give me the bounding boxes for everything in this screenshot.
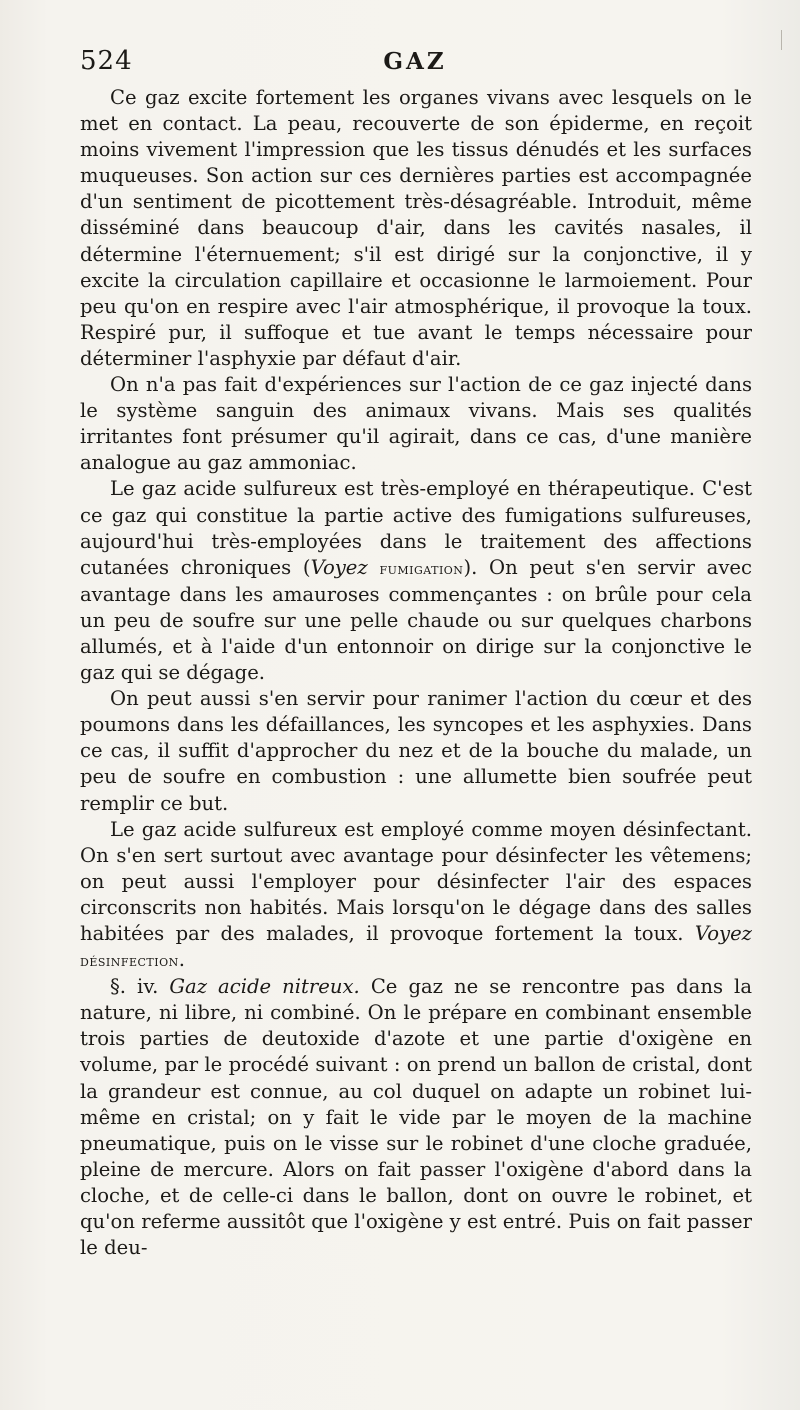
cross-reference-desinfection: désinfection: [80, 952, 179, 971]
body-text: [80, 85, 752, 1261]
page-edge-mark: [781, 30, 782, 50]
paragraph-text-after-reference: ). On peut s'en servir avec avantage dans les amauroses commençantes : on brûle pour cela un peu de soufre sur une pelle chaude ou sur quelques charbons allumés, et à l'aide d'un entonnoir on dirige sur la conjonctive le gaz qui se dégage.: [80, 555, 752, 685]
section-heading: Gaz acide nitreux.: [169, 975, 360, 999]
paragraph-text-before-reference: Le gaz acide sulfureux est employé comme moyen désinfectant. On s'en sert surtout avec avantage pour désinfecter les vêtemens; on peut aussi l'employer pour désinfecter l'air des espaces circonscrits non habités. Mais lorsqu'on le dégage dans des salles habitées par des malades, il provoque fortement la toux.: [80, 817, 752, 945]
page-number: 524: [80, 46, 133, 76]
paragraph-therapeutic-use: [80, 476, 752, 686]
section-number: §. iv.: [110, 975, 159, 999]
paragraph-gas-effects: Ce gaz excite fortement les organes vivans avec lesquels on le met en contact. La peau, recouverte de son épiderme, en reçoit moins vivement l'impression que les tissus dénudés et les surfaces muqueuses. Son action sur ces dernières parties est accompagnée d'un sentiment de picottement très-désagréable. Introduit, même disséminé dans beaucoup d'air, dans les cavités nasales, il détermine l'éternuement; s'il est dirigé sur la conjonctive, il y excite la circulation capillaire et occasionne le larmoiement. Pour peu qu'on en respire avec l'air atmosphérique, il provoque la toux. Respiré pur, il suffoque et tue avant le temps nécessaire pour déterminer l'asphyxie par défaut d'air.: [80, 86, 752, 370]
paragraph-text-after-reference: .: [178, 948, 185, 972]
cross-reference-fumigation: fumigation: [379, 559, 464, 578]
see-reference-label: Voyez: [694, 922, 752, 945]
running-head: GAZ: [383, 48, 447, 75]
paragraph-disinfection-use: [80, 817, 752, 975]
page-header: [80, 46, 750, 82]
paragraph-text-before-reference: Le gaz acide sulfureux est très-employé en thérapeutique. C'est ce gaz qui constitue la partie active des fumigations sulfureuses, aujourd'hui très-employées dans le traitement des affections cutanées chroniques (: [80, 477, 752, 579]
paragraph-revival-use: On peut aussi s'en servir pour ranimer l'action du cœur et des poumons dans les défaillances, les syncopes et les asphyxies. Dans ce cas, il suffit d'approcher du nez et de la bouche du malade, un peu de soufre en combustion : une allumette bien soufrée peut remplir ce but.: [80, 687, 752, 815]
paragraph-injection-experiments: On n'a pas fait d'expériences sur l'action de ce gaz injecté dans le système sanguin des animaux vivans. Mais ses qualités irritantes font présumer qu'il agirait, dans ce cas, d'une manière analogue au gaz ammoniac.: [80, 373, 752, 475]
section-body-text: Ce gaz ne se rencontre pas dans la nature, ni libre, ni combiné. On le prépare en combinant ensemble trois parties de deutoxide d'azote et une partie d'oxigène en volume, par le procédé suivant : on prend un ballon de cristal, dont la grandeur est connue, au col duquel on adapte un robinet lui-même en cristal; on y fait le vide par le moyen de la machine pneumatique, puis on le visse sur le robinet d'une cloche graduée, pleine de mercure. Alors on fait passer l'oxigène d'abord dans la cloche, et de celle-ci dans le ballon, dont on ouvre le robinet, et qu'on referme aussitôt que l'oxigène y est entré. Puis on fait passer le deu-: [80, 975, 753, 1260]
see-reference-label: Voyez: [310, 555, 368, 579]
paragraph-nitrous-acid-section: [80, 974, 752, 1261]
